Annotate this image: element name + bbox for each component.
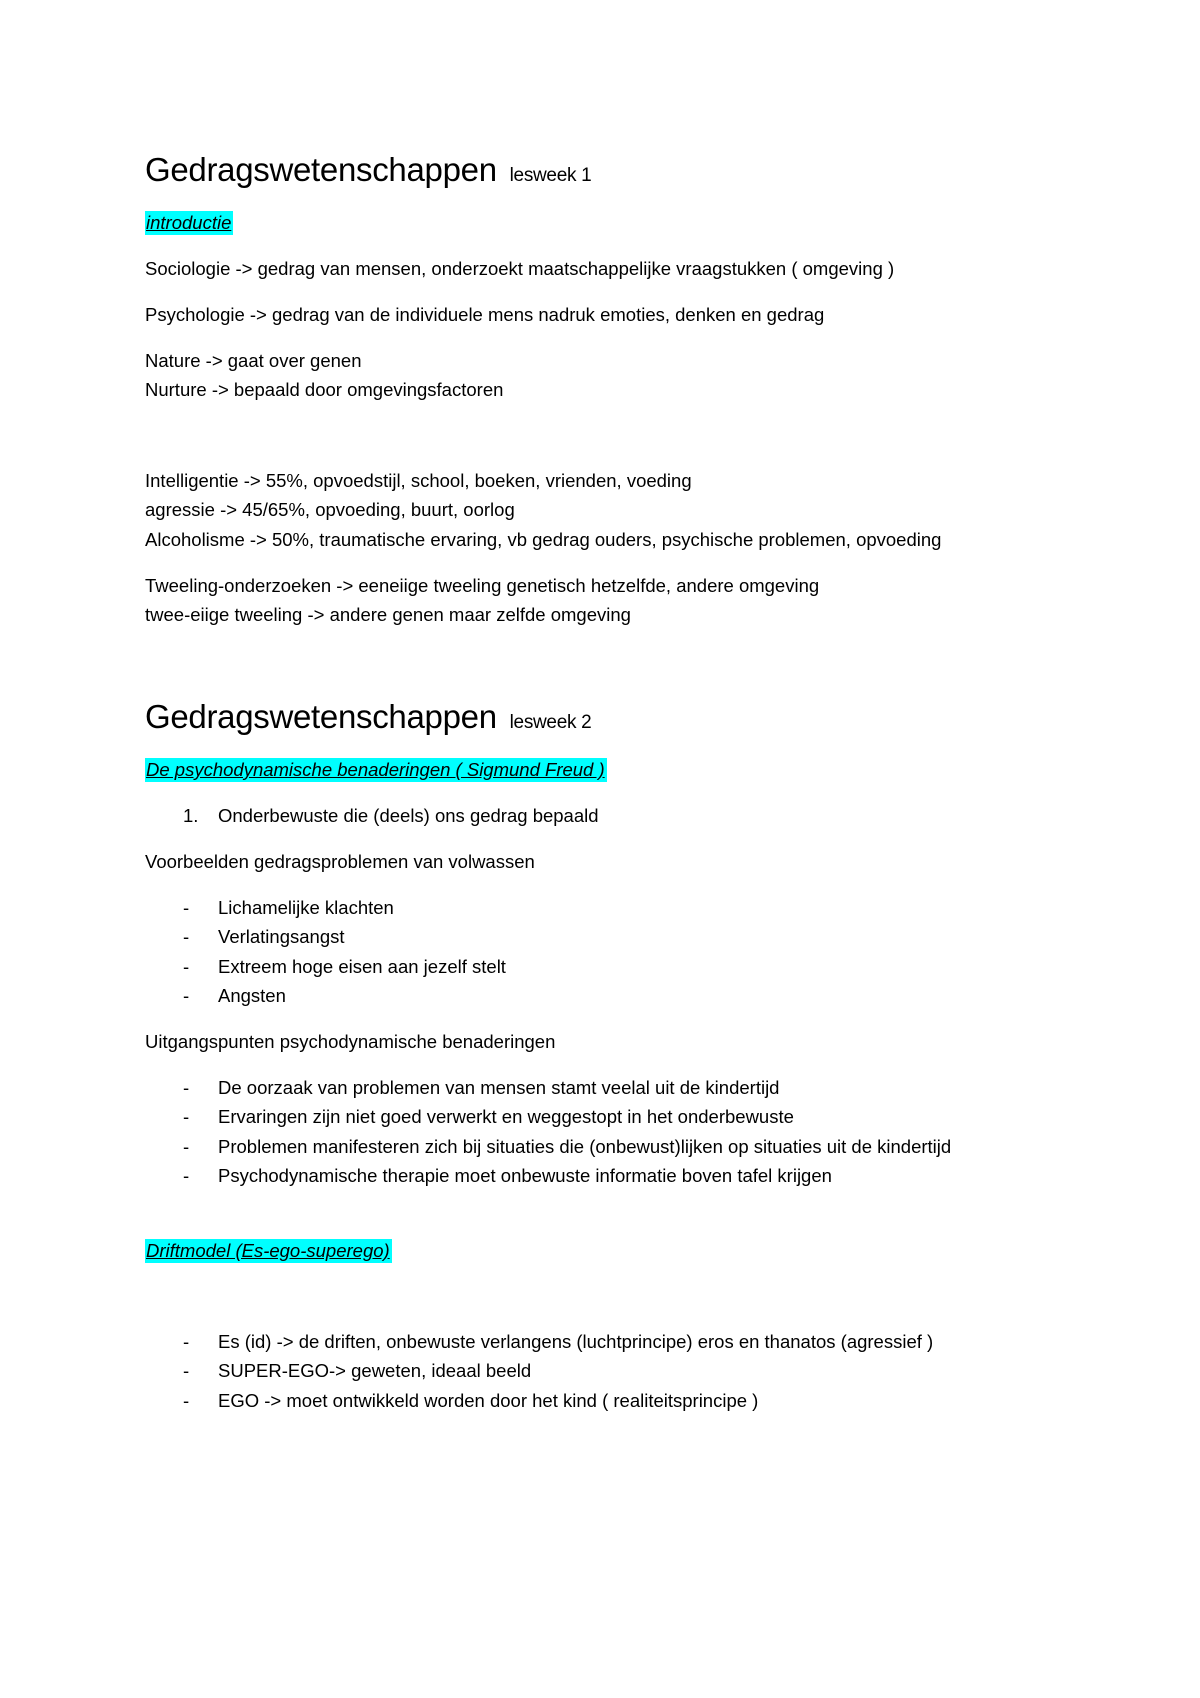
list-dash: - [183, 1390, 190, 1411]
section1-topic [145, 208, 233, 237]
list-item-text: Es (id) -> de driften, onbewuste verlangens (luchtprincipe) eros en thanatos (agressief ) [218, 1331, 934, 1352]
list-item-text: De oorzaak van problemen van mensen stamt veelal uit de kindertijd [218, 1077, 780, 1098]
section1-line: agressie -> 45/65%, opvoeding, buurt, oorlog [145, 499, 515, 520]
section1-heading [145, 150, 591, 196]
list-dash: - [183, 1136, 190, 1157]
section1-line: Sociologie -> gedrag van mensen, onderzoekt maatschappelijke vraagstukken ( omgeving ) [145, 258, 895, 279]
list-dash: - [183, 956, 190, 977]
list-item-text: Extreem hoge eisen aan jezelf stelt [218, 956, 506, 977]
section2-topic [145, 755, 607, 784]
section2-heading-title: Gedragswetenschappen [145, 698, 497, 735]
list-item-text: Psychodynamische therapie moet onbewuste informatie boven tafel krijgen [218, 1165, 832, 1186]
section1-line: Nurture -> bepaald door omgevingsfactoren [145, 379, 504, 400]
list-dash: - [183, 1360, 190, 1381]
section1-line: Alcoholisme -> 50%, traumatische ervaring, vb gedrag ouders, psychische problemen, opvoeding [145, 529, 942, 550]
section1-heading-week: lesweek 1 [509, 165, 592, 186]
section1-line: Intelligentie -> 55%, opvoedstijl, school, boeken, vrienden, voeding [145, 470, 692, 491]
list-dash: - [183, 897, 190, 918]
list-item-text: Lichamelijke klachten [218, 897, 394, 918]
driftmodel-topic [145, 1236, 392, 1265]
driftmodel-topic-highlight: Driftmodel (Es-ego-superego) [146, 1240, 390, 1261]
section1-topic-highlight: introductie [146, 212, 232, 233]
examples-title: Voorbeelden gedragsproblemen van volwassen [145, 851, 535, 872]
section2-heading-week: lesweek 2 [509, 712, 592, 733]
list-item-text: SUPER-EGO-> geweten, ideaal beeld [218, 1360, 532, 1381]
list-dash: - [183, 926, 190, 947]
list-dash: - [183, 1331, 190, 1352]
list-number: 1. [183, 805, 199, 826]
section2-topic-highlight: De psychodynamische benaderingen ( Sigmund Freud ) [146, 759, 605, 780]
list-dash: - [183, 1165, 190, 1186]
numbered-item-text: Onderbewuste die (deels) ons gedrag bepaald [218, 805, 599, 826]
section2-heading [145, 697, 591, 743]
list-dash: - [183, 1077, 190, 1098]
section1-line: Nature -> gaat over genen [145, 350, 362, 371]
section1-line: twee-eiige tweeling -> andere genen maar zelfde omgeving [145, 604, 631, 625]
principles-title: Uitgangspunten psychodynamische benaderingen [145, 1031, 556, 1052]
section1-heading-title: Gedragswetenschappen [145, 151, 497, 188]
list-dash: - [183, 1106, 190, 1127]
section1-line: Psychologie -> gedrag van de individuele mens nadruk emoties, denken en gedrag [145, 304, 825, 325]
list-item-text: Problemen manifesteren zich bij situaties die (onbewust)lijken op situaties uit de kindertijd [218, 1136, 952, 1157]
list-item-text: Ervaringen zijn niet goed verwerkt en weggestopt in het onderbewuste [218, 1106, 794, 1127]
list-item-text: Angsten [218, 985, 286, 1006]
list-dash: - [183, 985, 190, 1006]
list-item-text: EGO -> moet ontwikkeld worden door het kind ( realiteitsprincipe ) [218, 1390, 759, 1411]
list-item-text: Verlatingsangst [218, 926, 345, 947]
section1-line: Tweeling-onderzoeken -> eeneiige tweeling genetisch hetzelfde, andere omgeving [145, 575, 820, 596]
